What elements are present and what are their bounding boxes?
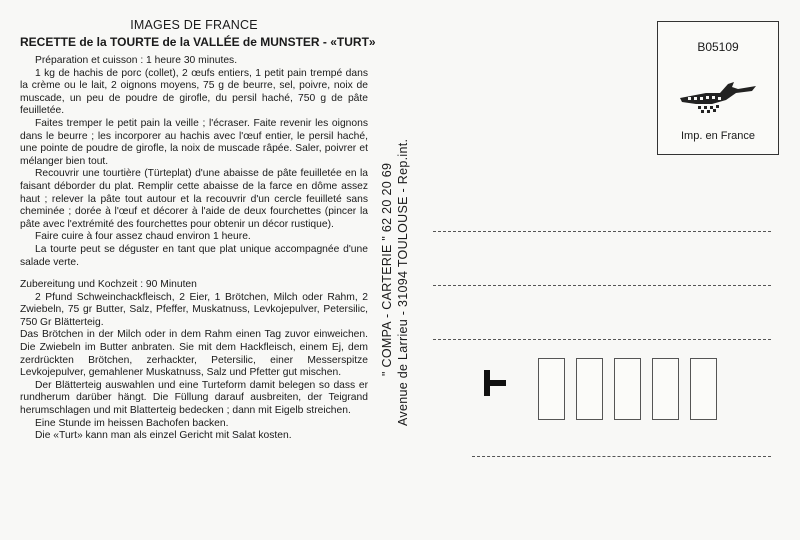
address-line	[433, 231, 771, 232]
fr-serving: La tourte peut se déguster en tant que plat unique accompagnée d'une salade verte.	[20, 243, 368, 268]
publisher-line-1: " COMPA - CARTERIE " 62 20 20 69	[380, 162, 394, 376]
stamp-code: B05109	[697, 40, 739, 54]
bird-logo-icon	[676, 78, 760, 118]
address-line	[433, 285, 771, 286]
fr-ingredients: 1 kg de hachis de porc (collet), 2 œufs entiers, 1 petit pain trempé dans la crème ou le lait, 2 oignons moyens, 75 g de beurre, sel, poivre, noix de muscade, un peu de poudre de girofle, du persil haché, 750 g de pâte feuilletée.	[20, 67, 368, 117]
address-line	[433, 339, 771, 340]
recipe-column	[20, 18, 376, 443]
fr-step-3: Faire cuire à four assez chaud environ 1 heure.	[35, 231, 251, 243]
postal-code-box[interactable]	[690, 358, 717, 420]
recipe-title: RECETTE de la TOURTE de la VALLÉE de MUNSTER - «TURT»	[20, 35, 376, 49]
postal-code-box[interactable]	[538, 358, 565, 420]
de-step-1: Das Brötchen in der Milch oder in dem Rahm einen Tag zuvor einweichen. Die Zwiebeln im Butter anbraten. Sie mit dem Hackfleisch, einem Ej, dem zerdrückten Brötchen, zerhackter, Petersilic, einer Messerspitze Levkojepulver, gemahlener Muskatnuss, Salz und Pfetter gut mischen.	[20, 329, 368, 379]
postal-code-box[interactable]	[576, 358, 603, 420]
postal-code-box[interactable]	[614, 358, 641, 420]
de-step-2: Der Blätterteig auswahlen und eine Turteform damit belegen so dass er rundherum darüber hängt. Die Füllung darauf ausbreiten, der Teigrand herumschlagen und mit Blatterteig bedecken ; dann mit Eigelb streichen.	[20, 379, 368, 417]
stamp-footer: Imp. en France	[681, 130, 755, 142]
de-serving: Die «Turt» kann man als einzel Gericht mit Salat kosten.	[35, 430, 292, 442]
fr-step-2: Recouvrir une tourtière (Türteplat) d'une abaisse de pâte feuilletée en la faisant déborder du plat. Remplir cette abaisse de la farce en dôme assez haut ; relever la pâte tout autour et la recouvrir d'un cercle feuilleté sans cheminée ; dorée à l'œuf et décorer à l'aide de deux fourchettes (pincer la pâte avec l'extrémité des fourchettes pour obtenir un décor rustique).	[20, 168, 368, 230]
address-line	[472, 456, 771, 457]
de-ingredients: 2 Pfund Schweinchackfleisch, 2 Eier, 1 Brötchen, Milch oder Rahm, 2 Zwiebeln, 75 gr Butter, Salz, Pfeffer, Muskatnuss, Levkojepulver, Petersilic, 750 Gr Blätterteig.	[20, 291, 368, 328]
fr-step-1: Faites tremper le petit pain la veille ; l'écraser. Faite revenir les oignons dans le beurre ; les incorporer au hachis avec l'œuf entier, le persil haché, une pointe de poudre de girofle, la noix de muscade râpée. Saler, poivrer et mélanger bien tout.	[20, 117, 368, 167]
de-step-3: Eine Stunde im heissen Bachofen backen.	[35, 417, 229, 429]
de-prep-time: Zubereitung und Kochzeit : 90 Minuten	[20, 279, 197, 291]
series-title: IMAGES DE FRANCE	[130, 18, 258, 32]
publisher-line-2: Avenue de Larrieu - 31094 TOULOUSE - Rep.int.	[396, 138, 410, 426]
fr-prep-time: Préparation et cuisson : 1 heure 30 minutes.	[35, 55, 238, 66]
stamp-box	[657, 21, 779, 155]
postal-code-boxes	[472, 358, 730, 420]
postal-marker-icon	[472, 358, 508, 420]
postal-code-box[interactable]	[652, 358, 679, 420]
